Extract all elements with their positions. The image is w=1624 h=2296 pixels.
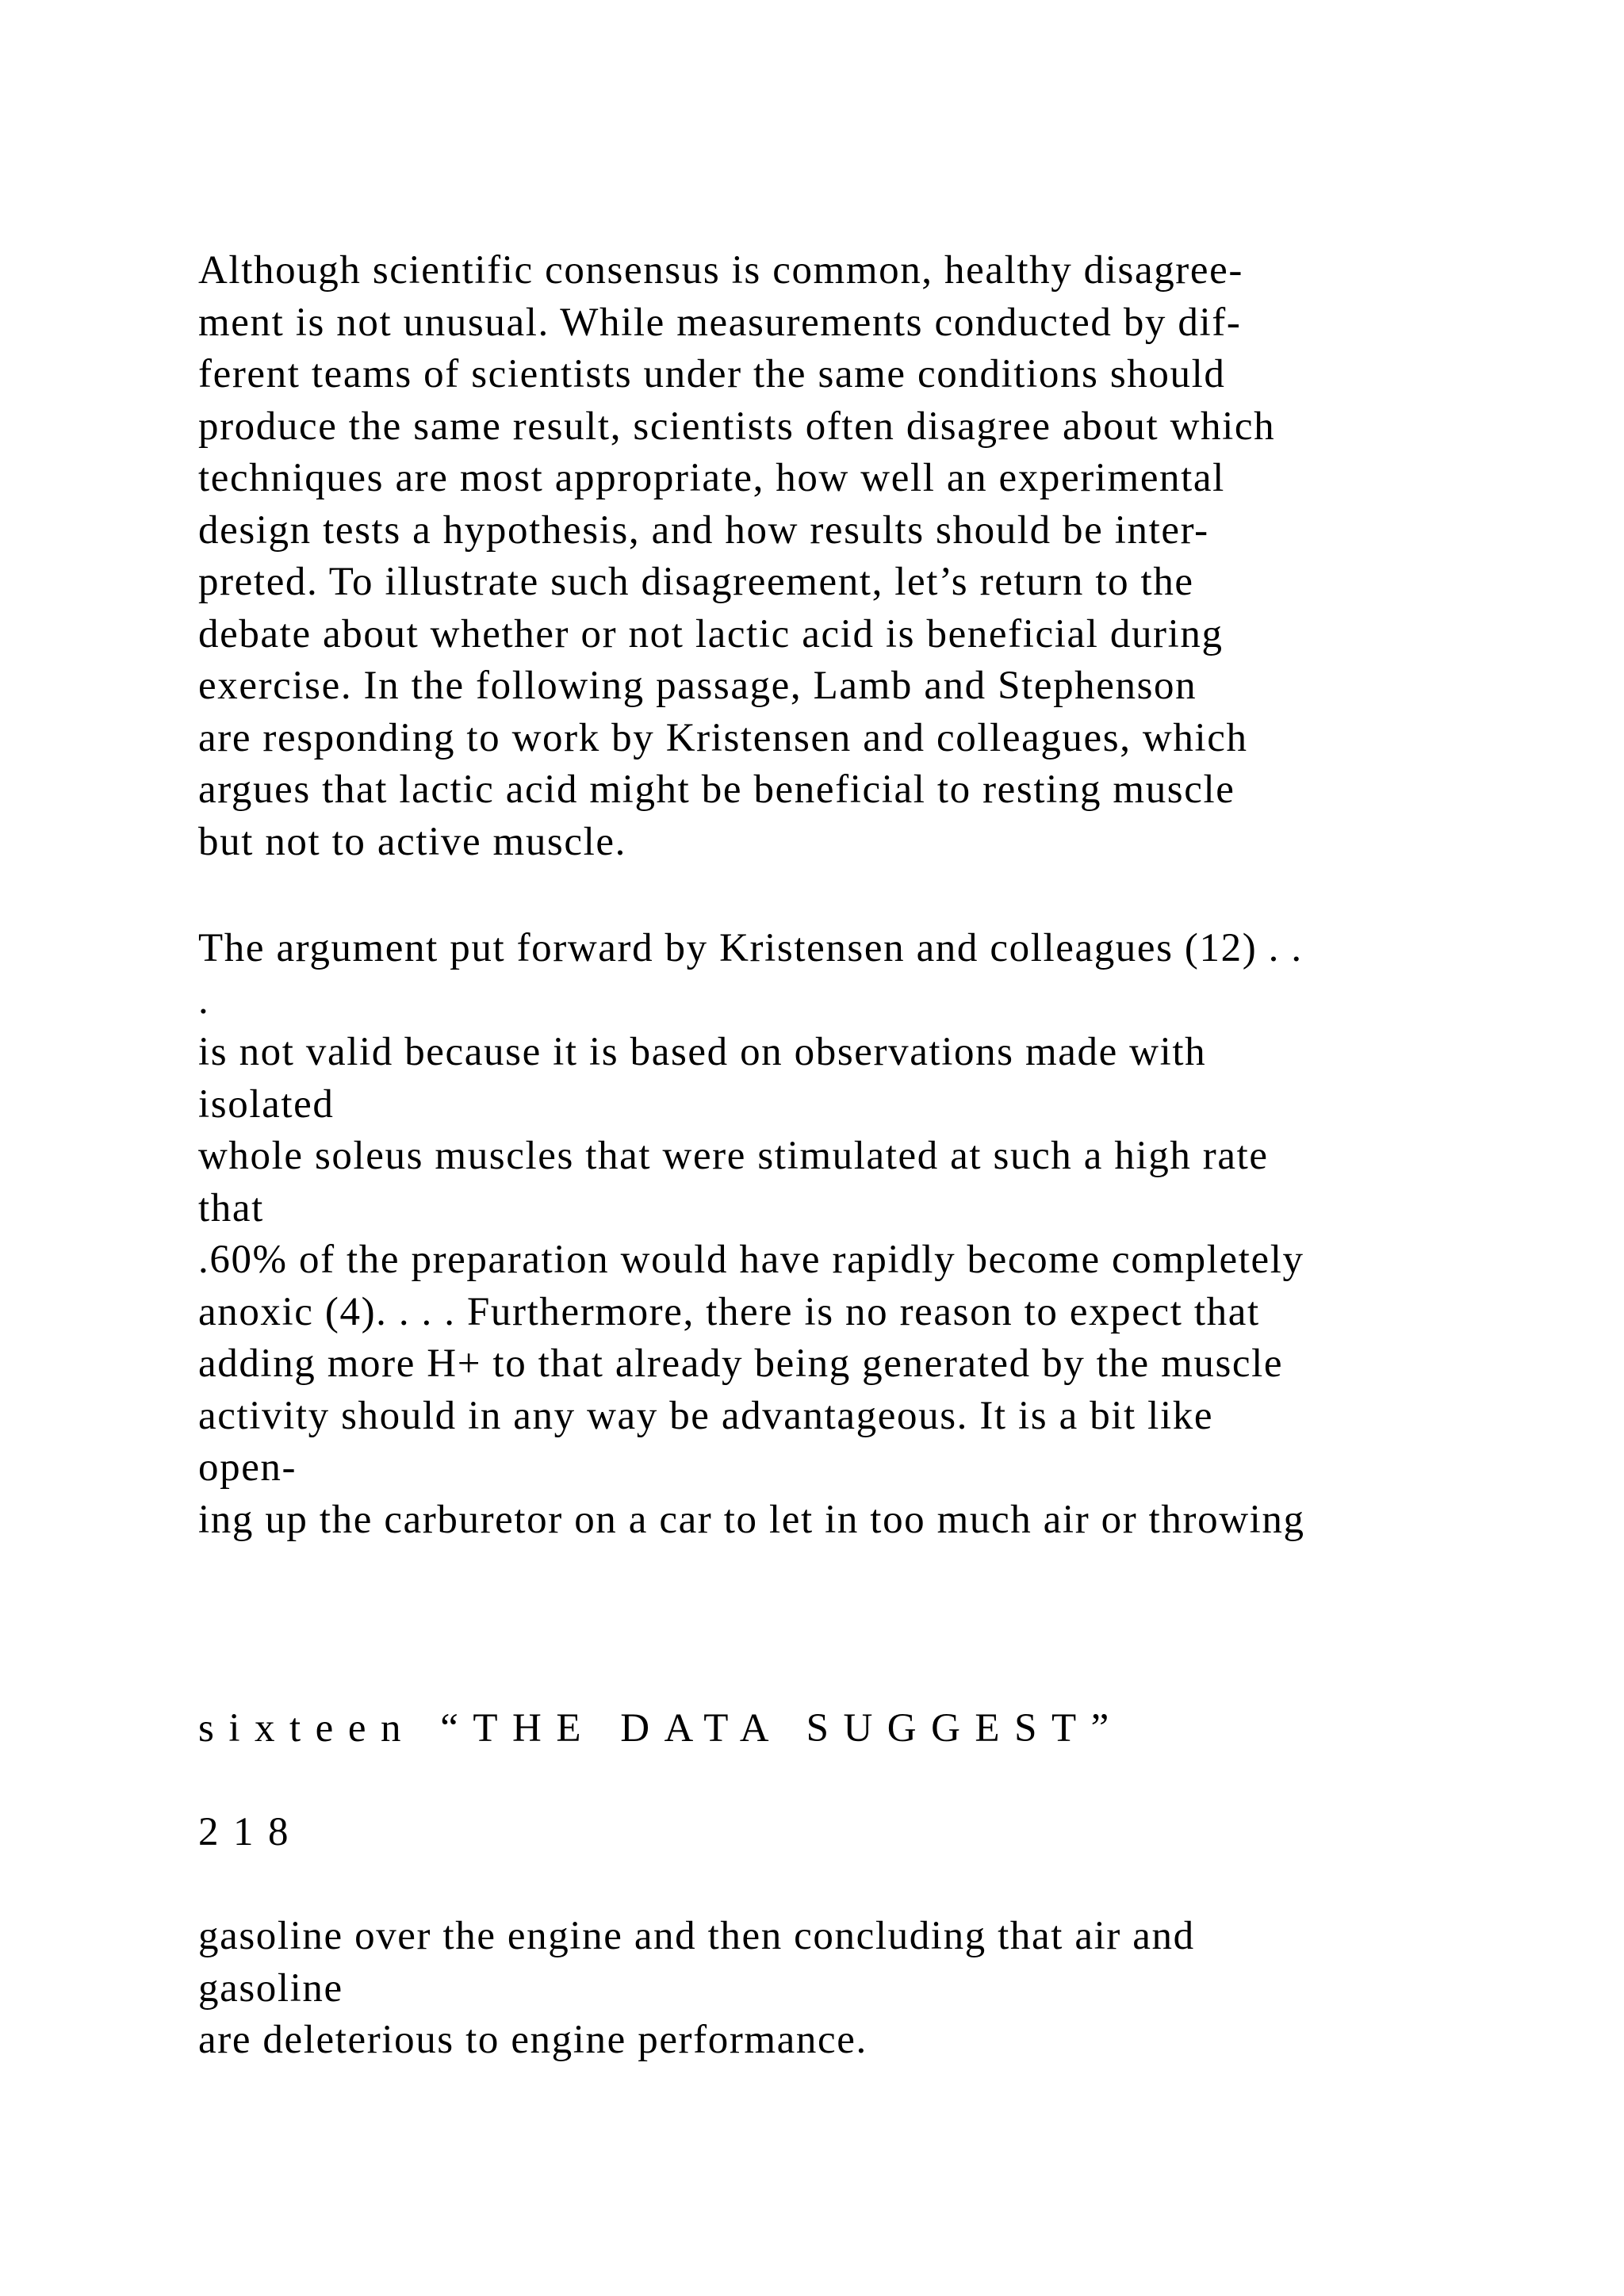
quote-line: . [198, 978, 210, 1023]
page-number-text: 218 [198, 1810, 303, 1854]
quote-line: The argument put forward by Kristensen and colleagues (12) . . [198, 926, 1303, 970]
continued-line: gasoline over the engine and then concluding that air and [198, 1914, 1195, 1958]
intro-line: design tests a hypothesis, and how results should be inter- [198, 507, 1209, 553]
quote-line: .60% of the preparation would have rapidly become completely [198, 1238, 1304, 1282]
intro-line: are responding to work by Kristensen and colleagues, which [198, 715, 1248, 760]
intro-line: but not to active muscle. [198, 819, 626, 864]
quote-line: open- [198, 1445, 297, 1490]
intro-line: ferent teams of scientists under the same conditions should [198, 352, 1226, 396]
quote-line: whole soleus muscles that were stimulated at such a high rate [198, 1134, 1269, 1178]
intro-line: argues that lactic acid might be beneficial to resting muscle [198, 767, 1235, 812]
quote-line: adding more H+ to that already being generated by the muscle [198, 1341, 1284, 1386]
continued-line: gasoline [198, 1965, 343, 2011]
quote-line: that [198, 1185, 264, 1230]
continued-quotation [198, 1911, 1594, 2067]
block-quotation [198, 923, 1594, 1546]
continued-line: are deleterious to engine performance. [198, 2018, 868, 2062]
intro-line: ment is not unusual. While measurements conducted by dif- [198, 300, 1242, 345]
page-number [198, 1807, 1594, 1859]
intro-line: preted. To illustrate such disagreement, let’s return to the [198, 560, 1194, 604]
quote-line: activity should in any way be advantageous. It is a bit like [198, 1393, 1214, 1438]
intro-line: techniques are most appropriate, how well an experimental [198, 456, 1225, 500]
quote-line: anoxic (4). . . . Furthermore, there is no reason to expect that [198, 1289, 1260, 1334]
intro-line: Although scientific consensus is common, healthy disagree- [198, 248, 1243, 293]
quote-line: isolated [198, 1081, 335, 1127]
intro-paragraph [198, 245, 1594, 868]
quote-line: ing up the carburetor on a car to let in too much air or throwing [198, 1497, 1305, 1542]
running-header-text: sixteen “THE DATA SUGGEST” [198, 1706, 1124, 1751]
intro-line: produce the same result, scientists often disagree about which [198, 404, 1276, 449]
intro-line: debate about whether or not lactic acid is beneficial during [198, 611, 1224, 656]
running-header [198, 1703, 1594, 1755]
intro-line: exercise. In the following passage, Lamb and Stephenson [198, 664, 1197, 708]
quote-line: is not valid because it is based on observations made with [198, 1030, 1207, 1074]
